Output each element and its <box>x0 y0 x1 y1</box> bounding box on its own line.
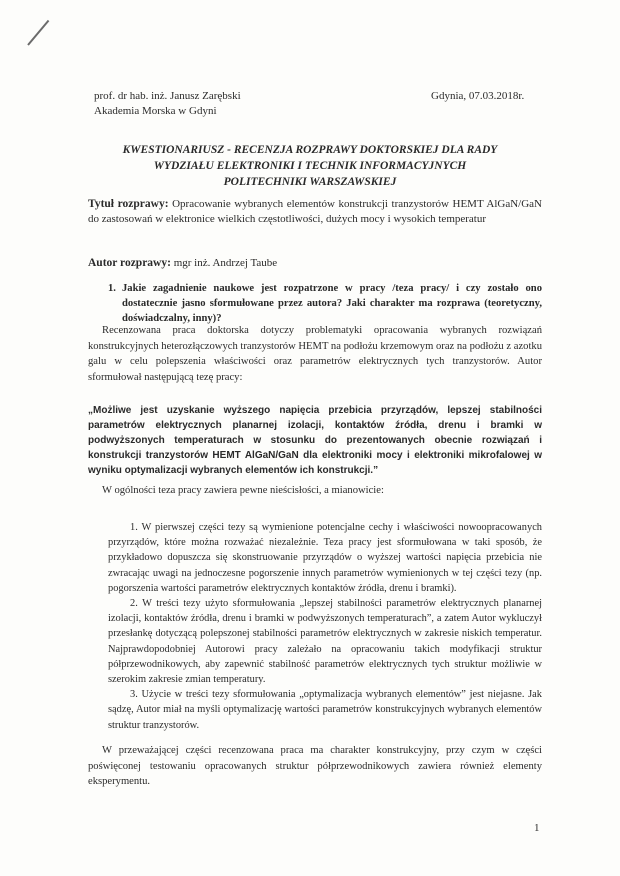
paragraph-2: W ogólności teza pracy zawiera pewne nieścisłości, a mianowicie: <box>102 485 384 496</box>
dissertation-author <box>88 256 277 271</box>
reviewer-affiliation: Akademia Morska w Gdyni <box>94 105 217 117</box>
pen-mark <box>27 20 49 46</box>
place-date: Gdynia, 07.03.2018r. <box>431 90 525 102</box>
paragraph-1: Recenzowana praca doktorska dotyczy problematyki opracowania wybranych rozwiązań konstrukcyjnych heterozłączowych tranzystorów HEMT na podłożu krzemowym oraz na podłożu z azotku galu w celu polepszenia właściwości oraz parametrów elektrycznych tych tranzystorów. Autor sformułował następującą tezę pracy: <box>88 325 542 383</box>
question-number: 1. <box>108 283 116 294</box>
page-number: 1 <box>534 822 540 834</box>
dissertation-text: Opracowanie wybranych elementów konstrukcji tranzystorów HEMT AlGaN/GaN do zastosowań w elektronice wielkich częstotliwości, dużych mocy i wysokich temperatur <box>88 198 542 225</box>
list-item: 1. W pierwszej części tezy są wymienione potencjalne cechy i właściwości nowoopracowanych przyrządów, które można rozważać niezależnie. Teza pracy jest sformułowana w taki sposób, że przykładowo dopuszcza się skonstruowanie przyrządów o wyższej wartości napięcia przebicia nie zwracając uwagi na jednoczesne pogorszenie innych parametrów wymienionych w tej części tezy (np. pogorszenia wartości parametrów elektrycznych kontaktów źródła, drenu i bramki). <box>108 522 542 594</box>
paragraph-3: W przeważającej części recenzowana praca ma charakter konstrukcyjny, przy czym w części poświęconej testowaniu opracowanych struktur półprzewodnikowych zawiera również elementy eksperymentu. <box>88 745 542 787</box>
thesis-statement: „Możliwe jest uzyskanie wyższego napięcia przebicia przyrządów, lepszej stabilności parametrów elektrycznych planarnej izolacji, kontaktów źródła, drenu i bramki w podwyższonych temperaturach w stosunku do prezentowanych obecnie rozwiązań i konstrukcji tranzystorów HEMT AlGaN/GaN dla elektroniki mocy i elektroniki mikrofalowej w wyniku optymalizacji wybranych elementów ich konstrukcji.” <box>88 405 542 476</box>
title-line-2: WYDZIAŁU ELEKTRONIKI I TECHNIK INFORMACYJNYCH <box>153 160 467 172</box>
dissertation-label: Tytuł rozprawy: <box>88 198 169 210</box>
dissertation-title <box>88 197 542 227</box>
question-text: Jakie zagadnienie naukowe jest rozpatrzone w pracy /teza pracy/ i czy zostało ono dostatecznie jasno sformułowane przez autora? Jaki charakter ma rozprawa (teoretyczny, doświadczalny, inny)? <box>122 283 542 324</box>
remarks-list <box>108 520 542 733</box>
author-label: Autor rozprawy: <box>88 257 171 269</box>
document-title <box>60 142 560 190</box>
title-line-1: KWESTIONARIUSZ - RECENZJA ROZPRAWY DOKTORSKIEJ DLA RADY <box>122 144 498 156</box>
reviewer-name: prof. dr hab. inż. Janusz Zarębski <box>94 90 241 102</box>
author-name: mgr inż. Andrzej Taube <box>173 257 278 269</box>
reviewer-info <box>94 89 241 119</box>
title-line-3: POLITECHNIKI WARSZAWSKIEJ <box>223 176 397 188</box>
list-item: 3. Użycie w treści tezy sformułowania „optymalizacja wybranych elementów” jest niejasne. Jak sądzę, Autor miał na myśli optymalizację wartości parametrów konstrukcyjnych wybranych elementów struktur tranzystorów. <box>108 689 542 731</box>
list-item: 2. W treści tezy użyto sformułowania „lepszej stabilności parametrów elektrycznych planarnej izolacji, kontaktów źródła, drenu i bramki w podwyższonych temperaturach”, a zatem Autor wykluczył przesłankę dotyczącą polepszonej stabilności parametrów elektrycznych w zakresie niskich temperatur. Najprawdopodobniej Autorowi pracy zależało na opracowaniu takich modyfikacji struktur półprzewodnikowych, aby zapewnić stabilność parametrów elektrycznych tych struktur możliwie w szerokim zakresie zmian temperatury. <box>108 598 542 686</box>
question-1 <box>108 281 542 326</box>
